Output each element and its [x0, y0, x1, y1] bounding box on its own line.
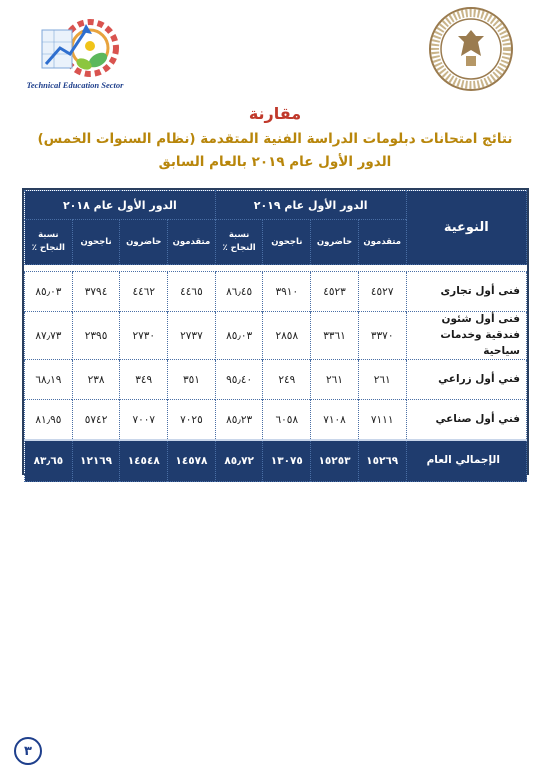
title-comparison: مقارنة — [248, 104, 302, 123]
cell-value: ٧١٠٨ — [311, 400, 359, 441]
header-applicants-2019: متقدمون — [358, 220, 406, 265]
total-value: ٨٥٫٧٢ — [215, 440, 263, 482]
cell-value: ٣٥١ — [168, 360, 216, 400]
cell-value: ٦٠٥٨ — [263, 400, 311, 441]
cell-value: ٦٨٫١٩ — [25, 360, 73, 400]
results-table-container — [22, 188, 529, 475]
cell-value: ٩٥٫٤٠ — [215, 360, 263, 400]
header-attendees-2018: حاضرون — [120, 220, 168, 265]
cell-value: ٣٧٩٤ — [72, 272, 120, 312]
total-value: ١٥٢٦٩ — [358, 440, 406, 482]
row-type: فنى أول تجارى — [406, 272, 526, 312]
cell-value: ٣٣٦١ — [311, 312, 359, 360]
total-label: الإجمالي العام — [406, 440, 526, 482]
cell-value: ٨٥٫٠٣ — [25, 272, 73, 312]
cell-value: ٤٥٢٧ — [358, 272, 406, 312]
total-row — [25, 440, 527, 482]
cell-value: ٨٧٫٧٣ — [25, 312, 73, 360]
table-row — [25, 312, 527, 360]
cell-value: ٧١١١ — [358, 400, 406, 441]
row-type: فني أول صناعي — [406, 400, 526, 441]
cell-value: ٢٣٨ — [72, 360, 120, 400]
table-row — [25, 272, 527, 312]
cell-value: ٧٠٠٧ — [120, 400, 168, 441]
spacer-row — [25, 265, 527, 272]
cell-value: ٢٤٩ — [263, 360, 311, 400]
ministry-seal — [428, 6, 514, 92]
total-value: ١٢١٦٩ — [72, 440, 120, 482]
header-attendees-2019: حاضرون — [311, 220, 359, 265]
cell-value: ٢٧٣٧ — [168, 312, 216, 360]
total-value: ٨٣٫٦٥ — [25, 440, 73, 482]
cell-value: ٢٦١ — [311, 360, 359, 400]
row-type: فنى أول شئون فندقية وخدمات سياحية — [406, 312, 526, 360]
cell-value: ٨٦٫٤٥ — [215, 272, 263, 312]
cell-value: ٤٤٦٥ — [168, 272, 216, 312]
header-pass-rate-2019: نسبة النجاح ٪ — [215, 220, 263, 265]
cell-value: ٤٤٦٢ — [120, 272, 168, 312]
cell-value: ٢٣٩٥ — [72, 312, 120, 360]
cell-value: ٨٥٫٠٣ — [215, 312, 263, 360]
row-type: فني أول زراعي — [406, 360, 526, 400]
cell-value: ٧٠٢٥ — [168, 400, 216, 441]
cell-value: ٣٣٧٠ — [358, 312, 406, 360]
header-type: النوعية — [406, 191, 526, 265]
total-value: ١٣٠٧٥ — [263, 440, 311, 482]
table-row — [25, 400, 527, 441]
cell-value: ٣٤٩ — [120, 360, 168, 400]
total-value: ١٥٢٥٣ — [311, 440, 359, 482]
title-round: الدور الأول عام ٢٠١٩ بالعام السابق — [158, 154, 392, 170]
cell-value: ٥٧٤٢ — [72, 400, 120, 441]
header-passed-2018: ناجحون — [72, 220, 120, 265]
title-results: نتائج امتحانات دبلومات الدراسة الفنية المتقدمة (نظام السنوات الخمس) — [37, 131, 513, 147]
header-applicants-2018: متقدمون — [168, 220, 216, 265]
total-value: ١٤٥٤٨ — [120, 440, 168, 482]
cell-value: ٢٨٥٨ — [263, 312, 311, 360]
cell-value: ٨١٫٩٥ — [25, 400, 73, 441]
header-passed-2019: ناجحون — [263, 220, 311, 265]
cell-value: ٨٥٫٢٣ — [215, 400, 263, 441]
total-value: ١٤٥٧٨ — [168, 440, 216, 482]
cell-value: ٣٩١٠ — [263, 272, 311, 312]
header-round-2018: الدور الأول عام ٢٠١٨ — [25, 191, 216, 220]
header-round-2019: الدور الأول عام ٢٠١٩ — [215, 191, 406, 220]
logo-caption: Technical Education Sector — [26, 80, 124, 90]
cell-value: ٢٦١ — [358, 360, 406, 400]
page-number: ٣ — [14, 737, 42, 765]
cell-value: ٤٥٢٣ — [311, 272, 359, 312]
header-pass-rate-2018: نسبة النجاح ٪ — [25, 220, 73, 265]
results-table — [24, 190, 527, 482]
cell-value: ٢٧٣٠ — [120, 312, 168, 360]
table-row — [25, 360, 527, 400]
